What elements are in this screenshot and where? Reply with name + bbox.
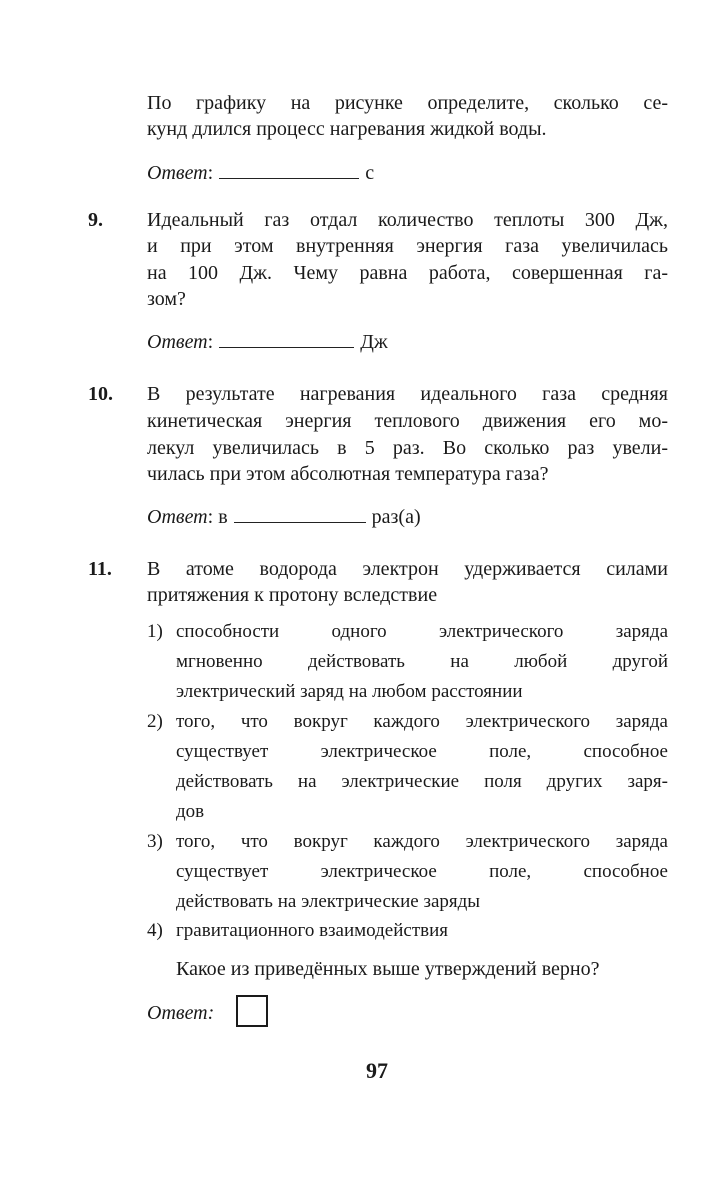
q10-line-1: В результате нагревания идеального газа средняя bbox=[147, 383, 668, 405]
option-2-line-3: действовать на электрические поля других заря- bbox=[176, 771, 668, 792]
question-number-9: 9. bbox=[88, 209, 103, 231]
q10-line-4: чилась при этом абсолютная температура газа? bbox=[147, 463, 549, 485]
q9-line-4: зом? bbox=[147, 288, 186, 310]
answer-prefix: в bbox=[218, 506, 228, 528]
intro-answer: Ответ: с bbox=[147, 162, 375, 184]
option-3-line-2: существует электрическое поле, способное bbox=[176, 861, 668, 882]
answer-label: Ответ bbox=[147, 506, 208, 528]
answer-blank[interactable] bbox=[234, 504, 366, 523]
answer-box[interactable] bbox=[236, 995, 268, 1027]
intro-line-2: кунд длился процесс нагревания жидкой воды. bbox=[147, 118, 547, 140]
option-number-1: 1) bbox=[147, 621, 163, 642]
answer-label: Ответ bbox=[147, 331, 208, 353]
q9-line-1: Идеальный газ отдал количество теплоты 300 Дж, bbox=[147, 209, 668, 231]
option-3-line-3: действовать на электрические заряды bbox=[176, 891, 481, 912]
q11-line-2: притяжения к протону вследствие bbox=[147, 584, 438, 606]
option-1-line-1: способности одного электрического заряда bbox=[176, 621, 668, 642]
question-number-10: 10. bbox=[88, 383, 113, 405]
answer-blank[interactable] bbox=[219, 160, 359, 179]
answer-blank[interactable] bbox=[219, 329, 354, 348]
option-3-line-1: того, что вокруг каждого электрического заряда bbox=[176, 831, 668, 852]
q10-answer: Ответ: в раз(а) bbox=[147, 506, 421, 528]
q9-line-2: и при этом внутренняя энергия газа увеличилась bbox=[147, 235, 668, 257]
q9-line-3: на 100 Дж. Чему равна работа, совершенная га- bbox=[147, 262, 668, 284]
answer-label: Ответ: bbox=[147, 1002, 215, 1024]
option-number-2: 2) bbox=[147, 711, 163, 732]
option-1-line-2: мгновенно действовать на любой другой bbox=[176, 651, 668, 672]
option-2-line-2: существует электрическое поле, способное bbox=[176, 741, 668, 762]
option-4-line-1: гравитационного взаимодействия bbox=[176, 920, 449, 941]
q11-answer bbox=[147, 1000, 214, 1026]
q10-line-3: лекул увеличилась в 5 раз. Во сколько раз увели- bbox=[147, 437, 668, 459]
option-number-4: 4) bbox=[147, 920, 163, 941]
question-number-11: 11. bbox=[88, 558, 112, 580]
answer-unit: раз(а) bbox=[371, 506, 421, 528]
answer-unit: с bbox=[365, 162, 375, 184]
answer-unit: Дж bbox=[360, 331, 388, 353]
option-2-line-4: дов bbox=[176, 801, 205, 822]
option-number-3: 3) bbox=[147, 831, 163, 852]
option-1-line-3: электрический заряд на любом расстоянии bbox=[176, 681, 523, 702]
q11-question: Какое из приведённых выше утверждений верно? bbox=[176, 958, 600, 980]
q10-line-2: кинетическая энергия теплового движения его мо- bbox=[147, 410, 668, 432]
answer-label: Ответ bbox=[147, 162, 208, 184]
option-2-line-1: того, что вокруг каждого электрического заряда bbox=[176, 711, 668, 732]
q9-answer: Ответ: Дж bbox=[147, 331, 388, 353]
intro-line-1: По графику на рисунке определите, сколько се- bbox=[147, 92, 668, 114]
q11-line-1: В атоме водорода электрон удерживается силами bbox=[147, 558, 668, 580]
page-number: 97 bbox=[366, 1058, 388, 1083]
